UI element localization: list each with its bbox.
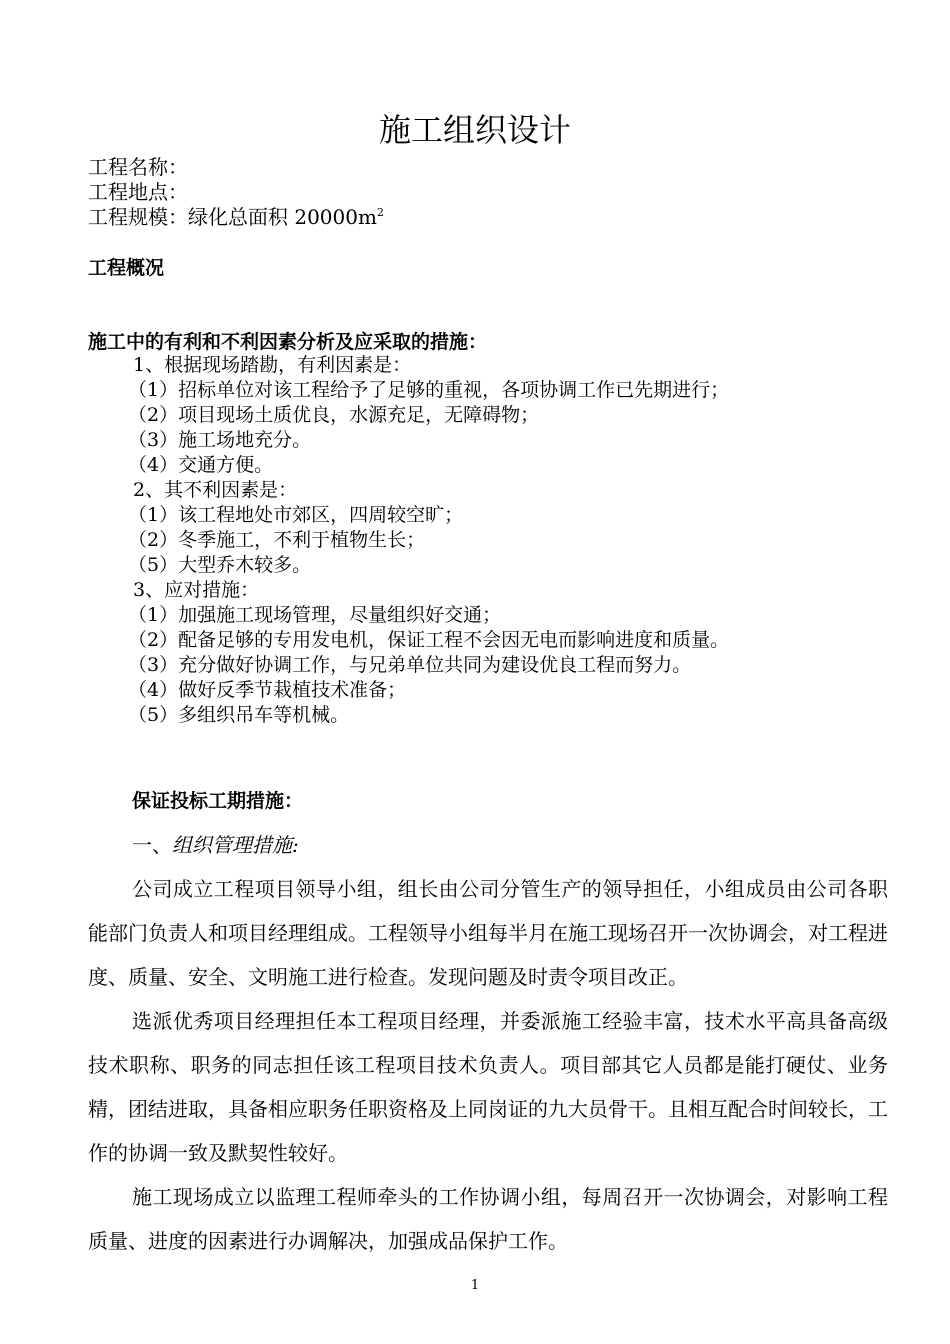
- project-location-label: 工程地点：: [88, 180, 188, 204]
- list-item: （4）做好反季节栽植技术准备；: [128, 679, 407, 701]
- favorable-heading: 1、根据现场踏勘，有利因素是：: [133, 354, 412, 376]
- project-name-label: 工程名称：: [88, 155, 188, 179]
- list-item: （1）招标单位对该工程给予了足够的重视，各项协调工作已先期进行；: [128, 379, 730, 401]
- project-info: [88, 155, 384, 230]
- subsection-number: 一、: [132, 833, 172, 857]
- unfavorable-heading: 2、其不利因素是：: [133, 479, 298, 501]
- list-item: （2）冬季施工，不利于植物生长；: [128, 529, 426, 551]
- measures-heading: 3、应对措施：: [133, 579, 260, 601]
- list-item: （5）多组织吊车等机械。: [128, 704, 350, 726]
- project-scale-unit-superscript: 2: [376, 206, 384, 219]
- list-item: （1）加强施工现场管理，尽量组织好交通；: [128, 604, 502, 626]
- list-item: （3）充分做好协调工作，与兄弟单位共同为建设优良工程而努力。: [128, 654, 692, 676]
- list-item: （4）交通方便。: [128, 454, 274, 476]
- section-heading-analysis: 施工中的有利和不利因素分析及应采取的措施：: [88, 331, 488, 353]
- project-scale: [88, 205, 384, 230]
- section-heading-overview: 工程概况: [88, 257, 165, 279]
- subsection-title: 组织管理措施:: [172, 833, 299, 857]
- document-title: 施工组织设计: [378, 111, 571, 149]
- list-item: （2）项目现场土质优良，水源充足，无障碍物；: [128, 404, 540, 426]
- list-item: （5）大型乔木较多。: [128, 554, 312, 576]
- paragraph: 施工现场成立以监理工程师牵头的工作协调小组，每周召开一次协调会，对影响工程质量、进度的因素进行办调解决，加强成品保护工作。: [88, 1185, 888, 1253]
- list-item: （1）该工程地处市郊区，四周较空旷；: [128, 504, 464, 526]
- section-heading-schedule: 保证投标工期措施：: [132, 790, 304, 812]
- paragraph: 公司成立工程项目领导小组，组长由公司分管生产的领导担任，小组成员由公司各职能部门负责人和项目经理组成。工程领导小组每半月在施工现场召开一次协调会，对工程进度、质量、安全、文明施工进行检查。发现问题及时责令项目改正。: [88, 877, 888, 989]
- paragraph: 选派优秀项目经理担任本工程项目经理，并委派施工经验丰富，技术水平高具备高级技术职称、职务的同志担任该工程项目技术负责人。项目部其它人员都是能打硬仗、业务精，团结进取，具备相应职务任职资格及上同岗证的九大员骨干。且相互配合时间较长，工作的协调一致及默契性较好。: [88, 1009, 888, 1165]
- list-item: （2）配备足够的专用发电机，保证工程不会因无电而影响进度和质量。: [128, 629, 730, 651]
- analysis-list: [88, 353, 729, 728]
- list-item: （3）施工场地充分。: [128, 429, 312, 451]
- subsection-heading: [132, 832, 299, 858]
- project-scale-text: 工程规模：绿化总面积 20000m: [88, 205, 377, 229]
- body-text: [88, 867, 888, 1263]
- page-number: 1: [470, 1278, 480, 1293]
